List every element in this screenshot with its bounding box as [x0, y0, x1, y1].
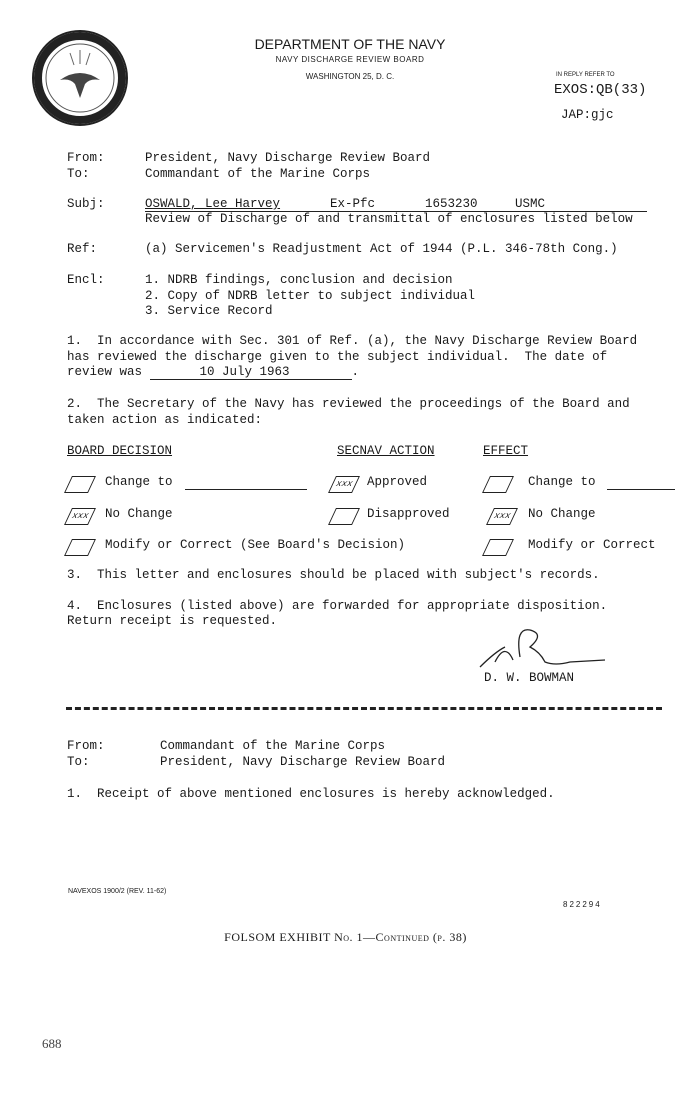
review-label: review was: [67, 365, 143, 379]
effect-header: EFFECT: [483, 444, 529, 458]
secnav-approved-label: Approved: [367, 475, 428, 489]
signature: [475, 622, 615, 672]
reply-from-value: Commandant of the Marine Corps: [160, 739, 386, 753]
paragraph-1: has reviewed the discharge given to the subject individual. The date of: [67, 350, 608, 364]
enclosure-item: 1. NDRB findings, conclusion and decision: [145, 273, 453, 287]
serial-number: 822294: [563, 900, 602, 909]
paragraph-3: 3. This letter and enclosures should be placed with subject's records.: [67, 568, 600, 582]
effect-change-blank: [607, 489, 675, 490]
secnav-disapproved-checkbox[interactable]: [328, 508, 360, 525]
board-no-change-label: No Change: [105, 507, 173, 521]
subject-number: 1653230: [425, 197, 478, 211]
encl-label: Encl:: [67, 273, 105, 287]
subject-branch: USMC: [515, 197, 546, 211]
secnav-approved-checkbox[interactable]: xxx: [328, 476, 360, 493]
paragraph-2: taken action as indicated:: [67, 413, 263, 427]
board-title: NAVY DISCHARGE REVIEW BOARD: [275, 55, 425, 64]
secnav-action-header: SECNAV ACTION: [337, 444, 435, 458]
exhibit-caption: FOLSOM EXHIBIT No. 1—Continued (p. 38): [224, 930, 467, 944]
paragraph-1: 1. In accordance with Sec. 301 of Ref. (a), the Navy Discharge Review Board: [67, 334, 638, 348]
reply-from-label: From:: [67, 739, 105, 753]
board-change-checkbox[interactable]: [64, 476, 96, 493]
ref-label: Ref:: [67, 242, 98, 256]
secnav-disapproved-label: Disapproved: [367, 507, 450, 521]
subject-rank: Ex-Pfc: [330, 197, 376, 211]
effect-change-label: Change to: [528, 475, 596, 489]
effect-no-change-label: No Change: [528, 507, 596, 521]
paragraph-2: 2. The Secretary of the Navy has reviewed the proceedings of the Board and: [67, 397, 630, 411]
board-no-change-checkbox[interactable]: xxx: [64, 508, 96, 525]
reply-label: IN REPLY REFER TO: [556, 72, 615, 78]
enclosure-item: 2. Copy of NDRB letter to subject individual: [145, 289, 476, 303]
review-date: 10 July 1963: [150, 365, 352, 380]
board-change-blank: [185, 489, 307, 490]
reply-to-label: To:: [67, 755, 90, 769]
department-of-defense-seal: [30, 28, 130, 128]
reply-to-value: President, Navy Discharge Review Board: [160, 755, 446, 769]
reply-code: EXOS:QB(33): [554, 82, 647, 98]
reply-paragraph-1: 1. Receipt of above mentioned enclosures is hereby acknowledged.: [67, 787, 555, 801]
board-modify-checkbox[interactable]: [64, 539, 96, 556]
page-number: 688: [42, 1036, 62, 1051]
signer-name: D. W. BOWMAN: [484, 671, 575, 685]
board-decision-header: BOARD DECISION: [67, 444, 173, 458]
from-label: From:: [67, 151, 105, 165]
address: WASHINGTON 25, D. C.: [305, 72, 395, 81]
effect-change-checkbox[interactable]: [482, 476, 514, 493]
from-value: President, Navy Discharge Review Board: [145, 151, 431, 165]
subject-line-2: Review of Discharge of and transmittal of enclosures listed below: [145, 212, 633, 226]
tear-line: [66, 707, 662, 710]
subj-label: Subj:: [67, 197, 105, 211]
paragraph-4: 4. Enclosures (listed above) are forwarded for appropriate disposition.: [67, 599, 608, 613]
effect-modify-checkbox[interactable]: [482, 539, 514, 556]
department-title: DEPARTMENT OF THE NAVY: [254, 36, 446, 52]
paragraph-1-date-line: review was 10 July 1963 .: [67, 365, 360, 379]
reference: (a) Servicemen's Readjustment Act of 1944 (P.L. 346-78th Cong.): [145, 242, 618, 256]
form-number: NAVEXOS 1900/2 (REV. 11-62): [68, 888, 167, 895]
to-label: To:: [67, 167, 90, 181]
board-change-label: Change to: [105, 475, 173, 489]
initials: JAP:gjc: [561, 108, 614, 122]
paragraph-4: Return receipt is requested.: [67, 614, 278, 628]
to-value: Commandant of the Marine Corps: [145, 167, 371, 181]
subject-name: OSWALD, Lee Harvey: [145, 197, 281, 211]
effect-modify-label: Modify or Correct: [528, 538, 656, 552]
effect-no-change-checkbox[interactable]: xxx: [486, 508, 518, 525]
enclosure-item: 3. Service Record: [145, 304, 273, 318]
board-modify-label: Modify or Correct (See Board's Decision): [105, 538, 406, 552]
